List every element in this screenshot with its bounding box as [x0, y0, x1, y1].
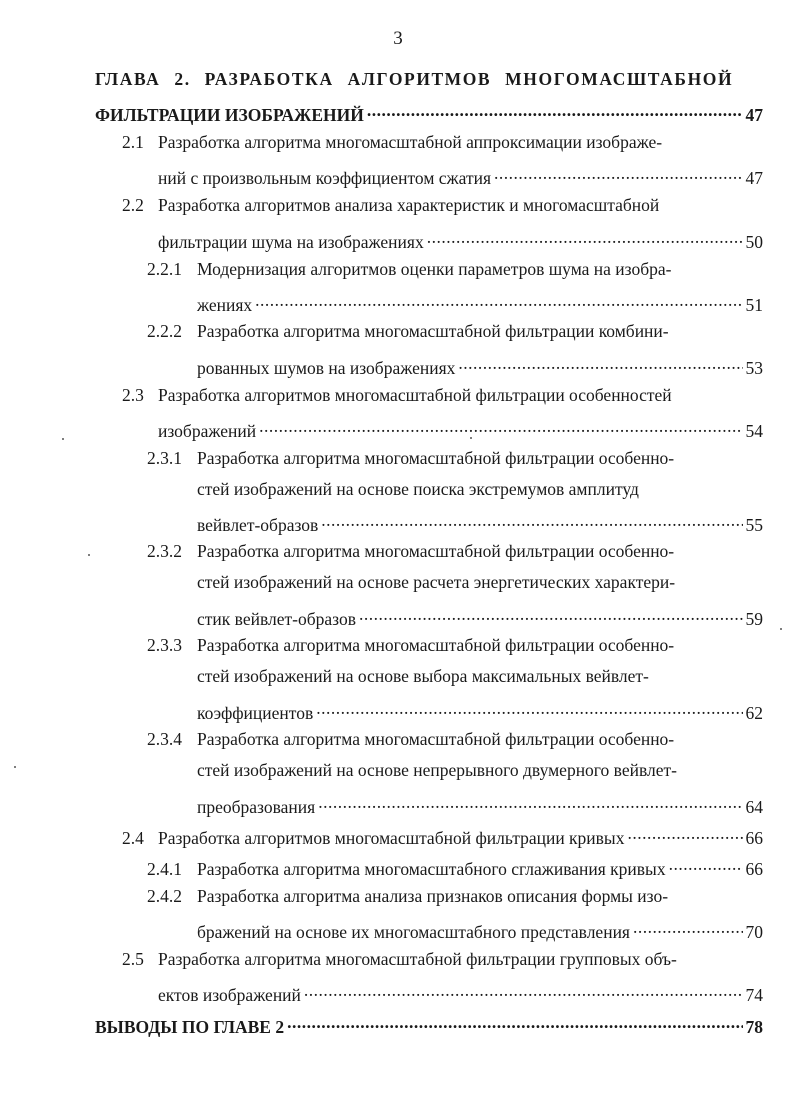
toc-page-number: 59 [745, 609, 763, 629]
leader-dots [427, 226, 743, 248]
toc-entry-number: 2.5 [122, 949, 144, 969]
toc-entry-number: 2.2 [122, 195, 144, 215]
toc-entry-2-2-2-line2[interactable]: рованных шумов на изображениях ..... 53 [197, 352, 763, 374]
toc-page-number: 55 [745, 515, 763, 535]
toc-page-number: 54 [745, 421, 763, 441]
scan-speck [62, 438, 64, 440]
toc-entry-2-2-1-line2[interactable]: жениях ..... 51 [197, 289, 763, 311]
toc-entry-2-3-3-line1: 2.3.3 Разработка алгоритма многомасштабной фильтрации особенно- [147, 635, 675, 655]
toc-page-number: 66 [745, 828, 763, 848]
leader-dots [318, 791, 742, 813]
leader-dots [627, 822, 742, 844]
toc-entry-number: 2.1 [122, 132, 144, 152]
toc-entry-2-3-2-line3[interactable]: стик вейвлет-образов ..... 59 [197, 603, 763, 625]
leader-dots [287, 1011, 742, 1033]
toc-entry-2-4-1[interactable]: 2.4.1 Разработка алгоритма многомасштабного сглаживания кривых ..... 66 [147, 853, 763, 875]
toc-entry-number: 2.4 [122, 828, 144, 848]
toc-page-number: 62 [745, 703, 763, 723]
toc-page-number: 78 [745, 1017, 763, 1037]
leader-dots [359, 603, 743, 625]
toc-entry-2-3-1-line3[interactable]: вейвлет-образов ..... 55 [197, 509, 763, 531]
toc-entry-2-3-4-line1: 2.3.4 Разработка алгоритма многомасштабной фильтрации особенно- [147, 729, 675, 749]
toc-entry-number: 2.3.1 [147, 448, 182, 468]
toc-entry-2-3-1-line2: стей изображений на основе поиска экстремумов амплитуд [197, 479, 639, 499]
toc-page-number: 70 [745, 922, 763, 942]
toc-entry-2-2-2-line1: 2.2.2 Разработка алгоритма многомасштабной фильтрации комбини- [147, 321, 669, 341]
toc-entry-number: 2.3.3 [147, 635, 182, 655]
toc-entry-number: 2.2.2 [147, 321, 182, 341]
toc-entry-2-3-2-line2: стей изображений на основе расчета энергетических характери- [197, 572, 676, 592]
toc-entry-2-3-1-line1: 2.3.1 Разработка алгоритма многомасштабной фильтрации особенно- [147, 448, 675, 468]
leader-dots [259, 415, 742, 437]
scan-speck [470, 437, 472, 439]
toc-entry-conclusion[interactable]: ВЫВОДЫ ПО ГЛАВЕ 2 ..... 78 [95, 1011, 763, 1033]
toc-entry-2-3-2-line1: 2.3.2 Разработка алгоритма многомасштабной фильтрации особенно- [147, 541, 675, 561]
scan-speck [780, 628, 782, 630]
toc-page-number: 47 [745, 105, 763, 125]
scan-speck [88, 554, 90, 556]
toc-entry-number: 2.4.1 [147, 859, 182, 879]
leader-dots [367, 99, 743, 121]
toc-entry-2-1-line2[interactable]: ний с произвольным коэффициентом сжатия ..... 47 [158, 162, 763, 184]
leader-dots [316, 697, 742, 719]
toc-entry-2-4-2-line2[interactable]: бражений на основе их многомасштабного представления ..... 70 [197, 916, 763, 938]
toc-entry-2-2-line2[interactable]: фильтрации шума на изображениях ..... 50 [158, 226, 763, 248]
chapter-title-line1: ГЛАВА 2. РАЗРАБОТКА АЛГОРИТМОВ МНОГОМАСШТАБНОЙ [95, 69, 734, 89]
toc-entry-number: 2.4.2 [147, 886, 182, 906]
chapter-title-line2[interactable]: ФИЛЬТРАЦИИ ИЗОБРАЖЕНИЙ ..... 47 [95, 99, 763, 121]
toc-entry-2-5-line2[interactable]: ектов изображений ..... 74 [158, 979, 763, 1001]
toc-page-number: 64 [745, 797, 763, 817]
leader-dots [304, 979, 743, 1001]
toc-entry-2-4-2-line1: 2.4.2 Разработка алгоритма анализа признаков описания формы изо- [147, 886, 669, 906]
toc-entry-number: 2.2.1 [147, 259, 182, 279]
toc-entry-2-3-3-line2: стей изображений на основе выбора максимальных вейвлет- [197, 666, 649, 686]
toc-entry-number: 2.3.2 [147, 541, 182, 561]
toc-entry-number: 2.3.4 [147, 729, 182, 749]
toc-page-number: 51 [745, 295, 763, 315]
toc-entry-number: 2.3 [122, 385, 144, 405]
toc-page-number: 66 [745, 859, 763, 879]
leader-dots [669, 853, 743, 875]
toc-page-number: 47 [745, 168, 763, 188]
toc-entry-2-2-line1: 2.2 Разработка алгоритмов анализа характеристик и многомасштабной [122, 195, 660, 215]
toc-entry-2-3-3-line3[interactable]: коэффициентов ..... 62 [197, 697, 763, 719]
toc-entry-2-5-line1: 2.5 Разработка алгоритма многомасштабной фильтрации групповых объ- [122, 949, 677, 969]
toc-page-number: 53 [745, 358, 763, 378]
toc-entry-2-3-line2[interactable]: изображений ..... 54 [158, 415, 763, 437]
toc-entry-2-4[interactable]: 2.4 Разработка алгоритмов многомасштабной фильтрации кривых ..... 66 [122, 822, 763, 844]
toc-entry-2-1-line1: 2.1 Разработка алгоритма многомасштабной аппроксимации изображе- [122, 132, 663, 152]
toc-entry-2-3-4-line3[interactable]: преобразования ..... 64 [197, 791, 763, 813]
toc-page-number: 50 [745, 232, 763, 252]
toc-entry-2-3-4-line2: стей изображений на основе непрерывного двумерного вейвлет- [197, 760, 677, 780]
leader-dots [458, 352, 742, 374]
leader-dots [633, 916, 743, 938]
leader-dots [321, 509, 742, 531]
scan-speck [14, 766, 16, 768]
leader-dots [255, 289, 742, 311]
toc-entry-2-3-line1: 2.3 Разработка алгоритмов многомасштабной фильтрации особенностей [122, 385, 672, 405]
toc-entry-2-2-1-line1: 2.2.1 Модернизация алгоритмов оценки параметров шума на изобра- [147, 259, 672, 279]
toc-page-number: 74 [745, 985, 763, 1005]
leader-dots [494, 162, 742, 184]
page-number: 3 [393, 28, 403, 49]
